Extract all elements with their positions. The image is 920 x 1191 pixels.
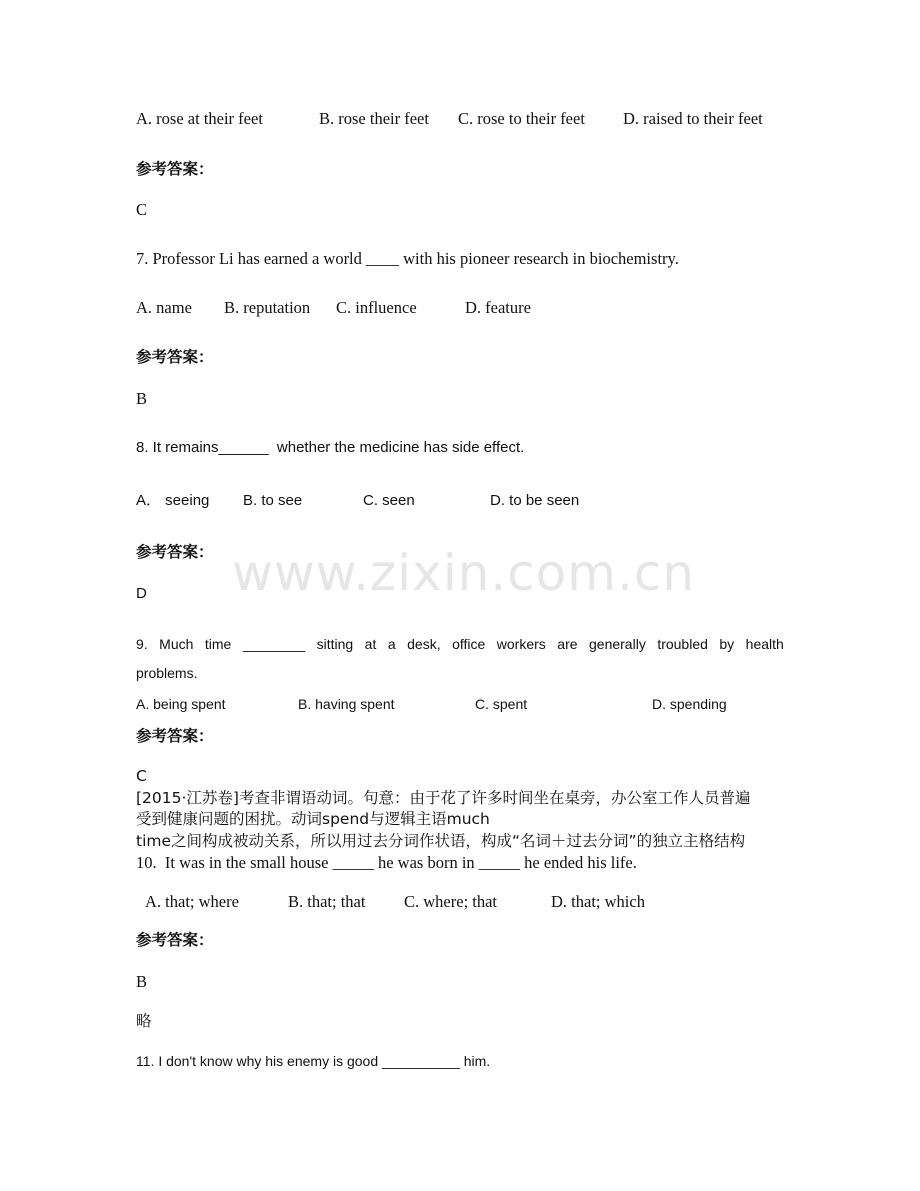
- q9-word: workers: [496, 636, 546, 652]
- q6-option-b: B. rose their feet: [319, 109, 429, 128]
- q9-word: Much: [159, 636, 194, 652]
- q8-option-a: A． seeing: [136, 492, 210, 509]
- q9-word: 9.: [136, 636, 148, 652]
- q9-word: are: [557, 636, 578, 652]
- q9-word: at: [364, 636, 377, 652]
- q9-option-c: C. spent: [475, 696, 528, 712]
- q9-option-d: D. spending: [652, 696, 727, 712]
- q7-option-d: D. feature: [465, 298, 531, 317]
- q10-answer: B: [136, 972, 148, 991]
- q9-answer: C: [136, 767, 147, 785]
- q9-word: health: [745, 636, 784, 652]
- q9-explanation-line2: 受到健康问题的困扰。动词spend与逻辑主语much: [136, 810, 490, 828]
- q9-explanation-line1: [2015·江苏卷]考查非谓语动词。句意：由于花了许多时间坐在桌旁，办公室工作人员普遍: [136, 789, 751, 807]
- q9-option-b: B. having spent: [298, 696, 395, 712]
- q9-word: by: [719, 636, 735, 652]
- q10-option-a: A. that; where: [145, 892, 239, 911]
- q7-answer-label: 参考答案：: [136, 348, 214, 366]
- q9-word: desk,: [407, 636, 441, 652]
- q9-word: generally: [589, 636, 646, 652]
- q9-answer-label: 参考答案：: [136, 727, 214, 745]
- q8-option-d: D. to be seen: [490, 492, 580, 509]
- q6-option-c: C. rose to their feet: [458, 109, 585, 128]
- q9-question-line2: problems.: [136, 665, 198, 681]
- q9-word: office: [452, 636, 486, 652]
- q7-option-b: B. reputation: [224, 298, 311, 317]
- q9-blank: ________: [242, 636, 306, 652]
- q10-question: 10. It was in the small house _____ he was born in _____ he ended his life.: [136, 853, 637, 872]
- watermark: www.zixin.com.cn: [232, 544, 696, 602]
- q6-answer-label: 参考答案：: [136, 160, 214, 178]
- q7-answer: B: [136, 389, 148, 408]
- q9-option-a: A. being spent: [136, 696, 226, 712]
- q7-option-c: C. influence: [336, 298, 417, 317]
- q10-note: 略: [136, 1012, 152, 1030]
- q8-option-c: C. seen: [363, 492, 415, 509]
- q9-word: troubled: [657, 636, 708, 652]
- q8-question: 8. It remains______ whether the medicine has side effect.: [136, 439, 525, 456]
- q6-answer: C: [136, 200, 148, 219]
- q7-option-a: A. name: [136, 298, 192, 317]
- q6-option-a: A. rose at their feet: [136, 109, 263, 128]
- q11-question: 11. I don't know why his enemy is good __________ him.: [136, 1053, 491, 1069]
- q9-explanation-line3: time之间构成被动关系，所以用过去分词作状语，构成“名词＋过去分词”的独立主格结构: [136, 832, 746, 850]
- q8-answer: D: [136, 585, 147, 602]
- q10-option-d: D. that; which: [551, 892, 645, 911]
- q6-option-d: D. raised to their feet: [623, 109, 763, 128]
- q8-option-b: B. to see: [243, 492, 303, 509]
- q10-option-b: B. that; that: [288, 892, 366, 911]
- q9-word: time: [204, 636, 232, 652]
- q10-option-c: C. where; that: [404, 892, 498, 911]
- q9-question-line1: [136, 637, 784, 651]
- q10-answer-label: 参考答案：: [136, 931, 214, 949]
- q7-question: 7. Professor Li has earned a world ____ with his pioneer research in biochemistry.: [136, 249, 679, 268]
- q8-answer-label: 参考答案：: [136, 543, 214, 561]
- q9-word: sitting: [316, 636, 354, 652]
- q9-word: a: [387, 636, 396, 652]
